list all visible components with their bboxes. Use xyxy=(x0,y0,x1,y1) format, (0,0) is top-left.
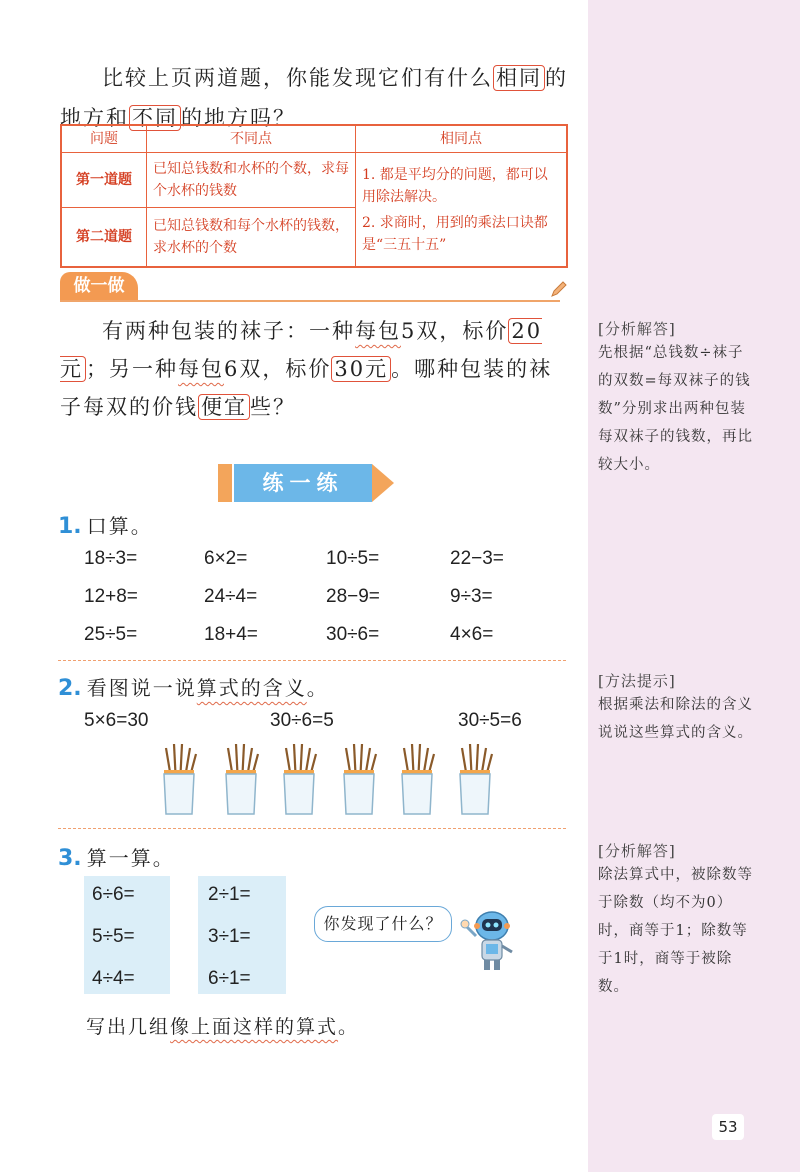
question-3-title xyxy=(58,842,175,871)
math-row xyxy=(84,548,554,586)
footer-text-b: 。 xyxy=(338,1016,360,1038)
page-number: 53 xyxy=(712,1114,744,1140)
division-group-2 xyxy=(198,876,286,994)
division-group-1 xyxy=(84,876,170,994)
boxed-price-20: 20元 xyxy=(60,319,543,381)
practice-banner xyxy=(218,464,396,502)
difference-cell: 已知总钱数和水杯的个数，求每个水杯的钱数 xyxy=(147,153,356,208)
brush-cup-icon xyxy=(394,740,440,816)
question-3-footer xyxy=(86,1012,359,1039)
comparison-table xyxy=(60,124,568,268)
question-number: 1. xyxy=(58,514,82,539)
table-header: 相同点 xyxy=(356,125,568,153)
question-title-b: 。 xyxy=(306,676,329,700)
try-it-header xyxy=(60,272,560,302)
problem-text: 。哪种包装的袜子每双的价钱 xyxy=(60,357,553,419)
math-item: 6×2= xyxy=(204,548,248,569)
math-item: 28−9= xyxy=(326,586,380,607)
similarity-point: 1. 都是平均分的问题，都可以用除法解决。 xyxy=(362,166,548,205)
math-item: 18÷3= xyxy=(84,548,138,569)
brush-cup-icon xyxy=(336,740,382,816)
similarity-cell xyxy=(356,153,568,268)
math-item: 2÷1= xyxy=(208,884,251,905)
math-item: 9÷3= xyxy=(450,586,493,607)
math-item: 24÷4= xyxy=(204,586,258,607)
math-item: 6÷1= xyxy=(208,968,251,989)
brush-cup-icon xyxy=(156,740,202,816)
math-item: 22−3= xyxy=(450,548,504,569)
math-item: 30÷6= xyxy=(326,624,380,645)
note-text: 除法算式中，被除数等于除数（均不为0）时，商等于1；除数等于1时，商等于被除数。 xyxy=(598,867,753,995)
brush-cup-icon xyxy=(452,740,498,816)
row-label: 第二道题 xyxy=(61,208,147,268)
equation-1: 5×6=30 xyxy=(84,710,149,731)
table-header: 问题 xyxy=(61,125,147,153)
boxed-word-same: 相同 xyxy=(493,65,545,91)
sidebar-note xyxy=(598,670,758,747)
math-item: 4×6= xyxy=(450,624,494,645)
boxed-price-30: 30元 xyxy=(331,356,391,382)
math-item: 6÷6= xyxy=(92,884,135,905)
footer-text-a: 写出几组 xyxy=(86,1016,171,1038)
emphasis-text: 每包 xyxy=(355,319,401,343)
math-row xyxy=(84,586,554,624)
equation-3: 30÷5=6 xyxy=(458,710,522,731)
similarity-point: 2. 求商时，用到的乘法口诀都是“三五十五” xyxy=(362,214,548,253)
question-2-title xyxy=(58,672,329,701)
brush-cup-icon xyxy=(276,740,322,816)
problem-text: 5双，标价 xyxy=(401,319,509,343)
problem-text: 些？ xyxy=(250,395,296,419)
math-item: 4÷4= xyxy=(92,968,135,989)
sidebar-note xyxy=(598,318,758,479)
intro-text-2: 的地方和 xyxy=(60,66,568,130)
math-item: 5÷5= xyxy=(92,926,135,947)
problem-text: 有两种包装的袜子：一种 xyxy=(102,319,355,343)
boxed-word-different: 不同 xyxy=(129,105,181,131)
row-label: 第一道题 xyxy=(61,153,147,208)
mental-math-grid xyxy=(84,548,554,662)
practice-banner-label: 练一练 xyxy=(234,464,372,502)
section-divider xyxy=(58,660,566,661)
note-title: [分析解答] xyxy=(598,320,676,338)
note-text: 先根据“总钱数÷袜子的双数=每双袜子的钱数”分别求出两种包装每双袜子的钱数，再比较大小。 xyxy=(598,345,753,473)
pencil-icon xyxy=(550,280,568,298)
question-title-a: 看图说一说 xyxy=(86,676,197,700)
table-header-row xyxy=(61,125,567,153)
question-number: 2. xyxy=(58,676,82,701)
question-title: 算一算。 xyxy=(86,846,175,870)
footer-emphasis: 像上面这样的算式 xyxy=(170,1016,339,1038)
math-item: 3÷1= xyxy=(208,926,251,947)
note-text: 根据乘法和除法的含义说说这些算式的含义。 xyxy=(598,697,753,741)
table-row xyxy=(61,153,567,208)
note-title: [方法提示] xyxy=(598,672,676,690)
intro-text-3: 的地方吗？ xyxy=(181,106,296,130)
banner-arrow-decor xyxy=(372,464,394,502)
section-divider xyxy=(58,828,566,829)
problem-text: 6双，标价 xyxy=(224,357,332,381)
question-number: 3. xyxy=(58,846,82,871)
math-item: 18+4= xyxy=(204,624,258,645)
math-row xyxy=(84,624,554,662)
table-header: 不同点 xyxy=(147,125,356,153)
math-item: 12+8= xyxy=(84,586,138,607)
note-title: [分析解答] xyxy=(598,842,676,860)
sidebar-note xyxy=(598,840,758,1001)
banner-left-decor xyxy=(218,464,232,502)
question-title-emphasis: 算式的含义 xyxy=(196,676,307,700)
question-title: 口算。 xyxy=(86,514,153,538)
equation-2: 30÷6=5 xyxy=(270,710,334,731)
question-1-title xyxy=(58,510,153,539)
math-item: 25÷5= xyxy=(84,624,138,645)
speech-bubble: 你发现了什么？ xyxy=(314,906,452,942)
problem-text: ；另一种 xyxy=(86,357,178,381)
socks-problem xyxy=(60,312,570,426)
intro-text-1: 比较上页两道题，你能发现它们有什么 xyxy=(102,66,493,90)
brush-cup-icon xyxy=(218,740,264,816)
robot-icon xyxy=(460,902,522,974)
math-item: 10÷5= xyxy=(326,548,380,569)
difference-cell: 已知总钱数和每个水杯的钱数，求水杯的个数 xyxy=(147,208,356,268)
boxed-word-cheap: 便宜 xyxy=(198,394,250,420)
emphasis-text: 每包 xyxy=(178,357,224,381)
try-it-label: 做一做 xyxy=(60,272,138,300)
